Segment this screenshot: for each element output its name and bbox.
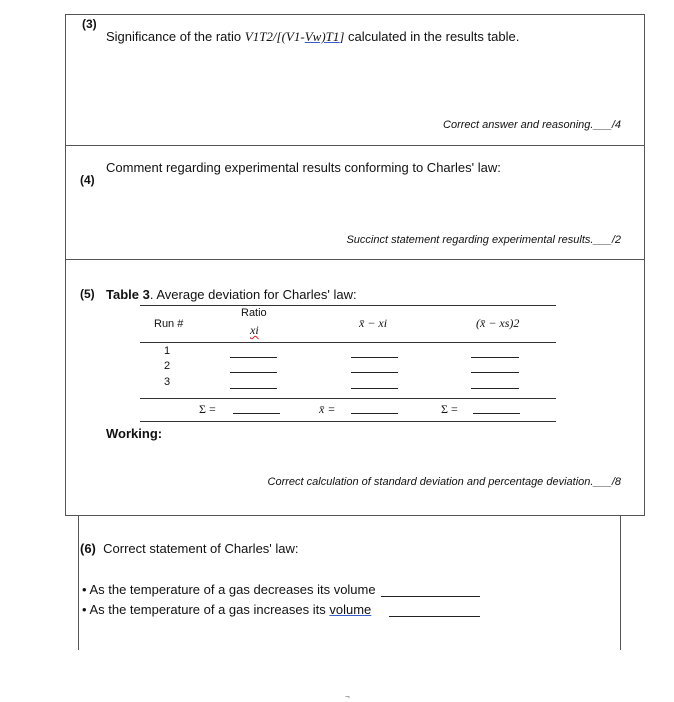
- question-3-score: /4: [611, 119, 621, 131]
- ratio-blank-1[interactable]: [230, 357, 277, 358]
- question-3-score-blank[interactable]: ___: [593, 119, 612, 131]
- table-3-caption: [106, 287, 357, 302]
- working-label: Working:: [106, 426, 163, 441]
- question-5-number: (5): [80, 287, 95, 301]
- question-3-formula-b: Vw)T1: [304, 29, 340, 44]
- header-deviation: x̄ − xi: [359, 316, 388, 330]
- table-body-rule: [140, 398, 556, 399]
- run-3: 3: [164, 376, 171, 388]
- question-3-text: [106, 29, 519, 45]
- bullet-item-2-link[interactable]: volume: [329, 602, 372, 617]
- header-ratio-top: Ratio: [241, 307, 267, 319]
- question-3-text-suffix: calculated in the results table.: [344, 29, 520, 44]
- question-5-score: /8: [611, 476, 621, 488]
- table-top-rule: [140, 305, 556, 306]
- run-2: 2: [164, 360, 171, 372]
- table-3-caption-text: . Average deviation for Charles' law:: [149, 287, 357, 302]
- question-4-score: /2: [611, 234, 621, 246]
- question-6-number: (6): [80, 541, 96, 556]
- question-4-marking: [346, 234, 621, 246]
- question-3-formula-c: ]: [339, 29, 345, 44]
- header-squared-deviation: (x̄ − xs)2: [476, 316, 520, 330]
- ratio-blank-2[interactable]: [230, 372, 277, 373]
- question-4-score-blank[interactable]: ___: [593, 234, 612, 246]
- table-header-rule: [140, 342, 556, 343]
- question-4-marking-text: Succinct statement regarding experimental results.: [346, 234, 594, 246]
- question-5-score-blank[interactable]: ___: [593, 476, 612, 488]
- question-6-box-left-border: [78, 515, 79, 650]
- question-3-number: (3): [82, 17, 97, 31]
- bullet-item-1: • As the temperature of a gas decreases its volume: [82, 582, 376, 597]
- question-6-text: Correct statement of Charles' law:: [103, 541, 299, 556]
- table-3-label: Table 3: [106, 287, 150, 302]
- question-6-box-right-border: [620, 515, 621, 650]
- page-mark: ¬: [345, 692, 350, 701]
- sum-ratio-blank[interactable]: [233, 413, 280, 414]
- mean-symbol: x̄ =: [319, 402, 336, 416]
- question-5-marking-text: Correct calculation of standard deviation and percentage deviation.: [267, 476, 594, 488]
- question-4-text: Comment regarding experimental results conforming to Charles' law:: [106, 160, 501, 175]
- question-4-number: (4): [80, 173, 95, 187]
- question-3-text-prefix: Significance of the ratio: [106, 29, 245, 44]
- deviation-blank-1[interactable]: [351, 357, 398, 358]
- question-3-marking: [443, 119, 621, 131]
- bullet-item-2: • As the temperature of a gas increases its volume: [82, 602, 372, 617]
- sum-symbol-squared: Σ =: [441, 402, 458, 416]
- squared-blank-2[interactable]: [471, 372, 519, 373]
- question-5-marking: [268, 476, 621, 488]
- bullet-item-2-text: As the temperature of a gas increases its: [89, 602, 330, 617]
- sum-squared-blank[interactable]: [473, 413, 520, 414]
- question-3-marking-text: Correct answer and reasoning.: [443, 119, 594, 131]
- header-ratio-xi: xi: [250, 323, 259, 337]
- mean-blank[interactable]: [351, 413, 398, 414]
- deviation-blank-2[interactable]: [351, 372, 398, 373]
- sum-symbol-ratio: Σ =: [199, 402, 216, 416]
- squared-blank-3[interactable]: [471, 388, 519, 389]
- deviation-blank-3[interactable]: [351, 388, 398, 389]
- bullet-item-1-text: As the temperature of a gas decreases its volume: [89, 582, 376, 597]
- squared-blank-1[interactable]: [471, 357, 519, 358]
- ratio-blank-3[interactable]: [230, 388, 277, 389]
- bullet-2-blank[interactable]: [389, 616, 480, 617]
- question-3-formula-a: V1T2/[(V1-: [244, 29, 305, 44]
- table-bottom-rule: [140, 421, 556, 422]
- bullet-1-blank[interactable]: [381, 596, 480, 597]
- question-6-heading: [80, 541, 299, 556]
- header-run: Run #: [154, 318, 184, 330]
- run-1: 1: [164, 345, 171, 357]
